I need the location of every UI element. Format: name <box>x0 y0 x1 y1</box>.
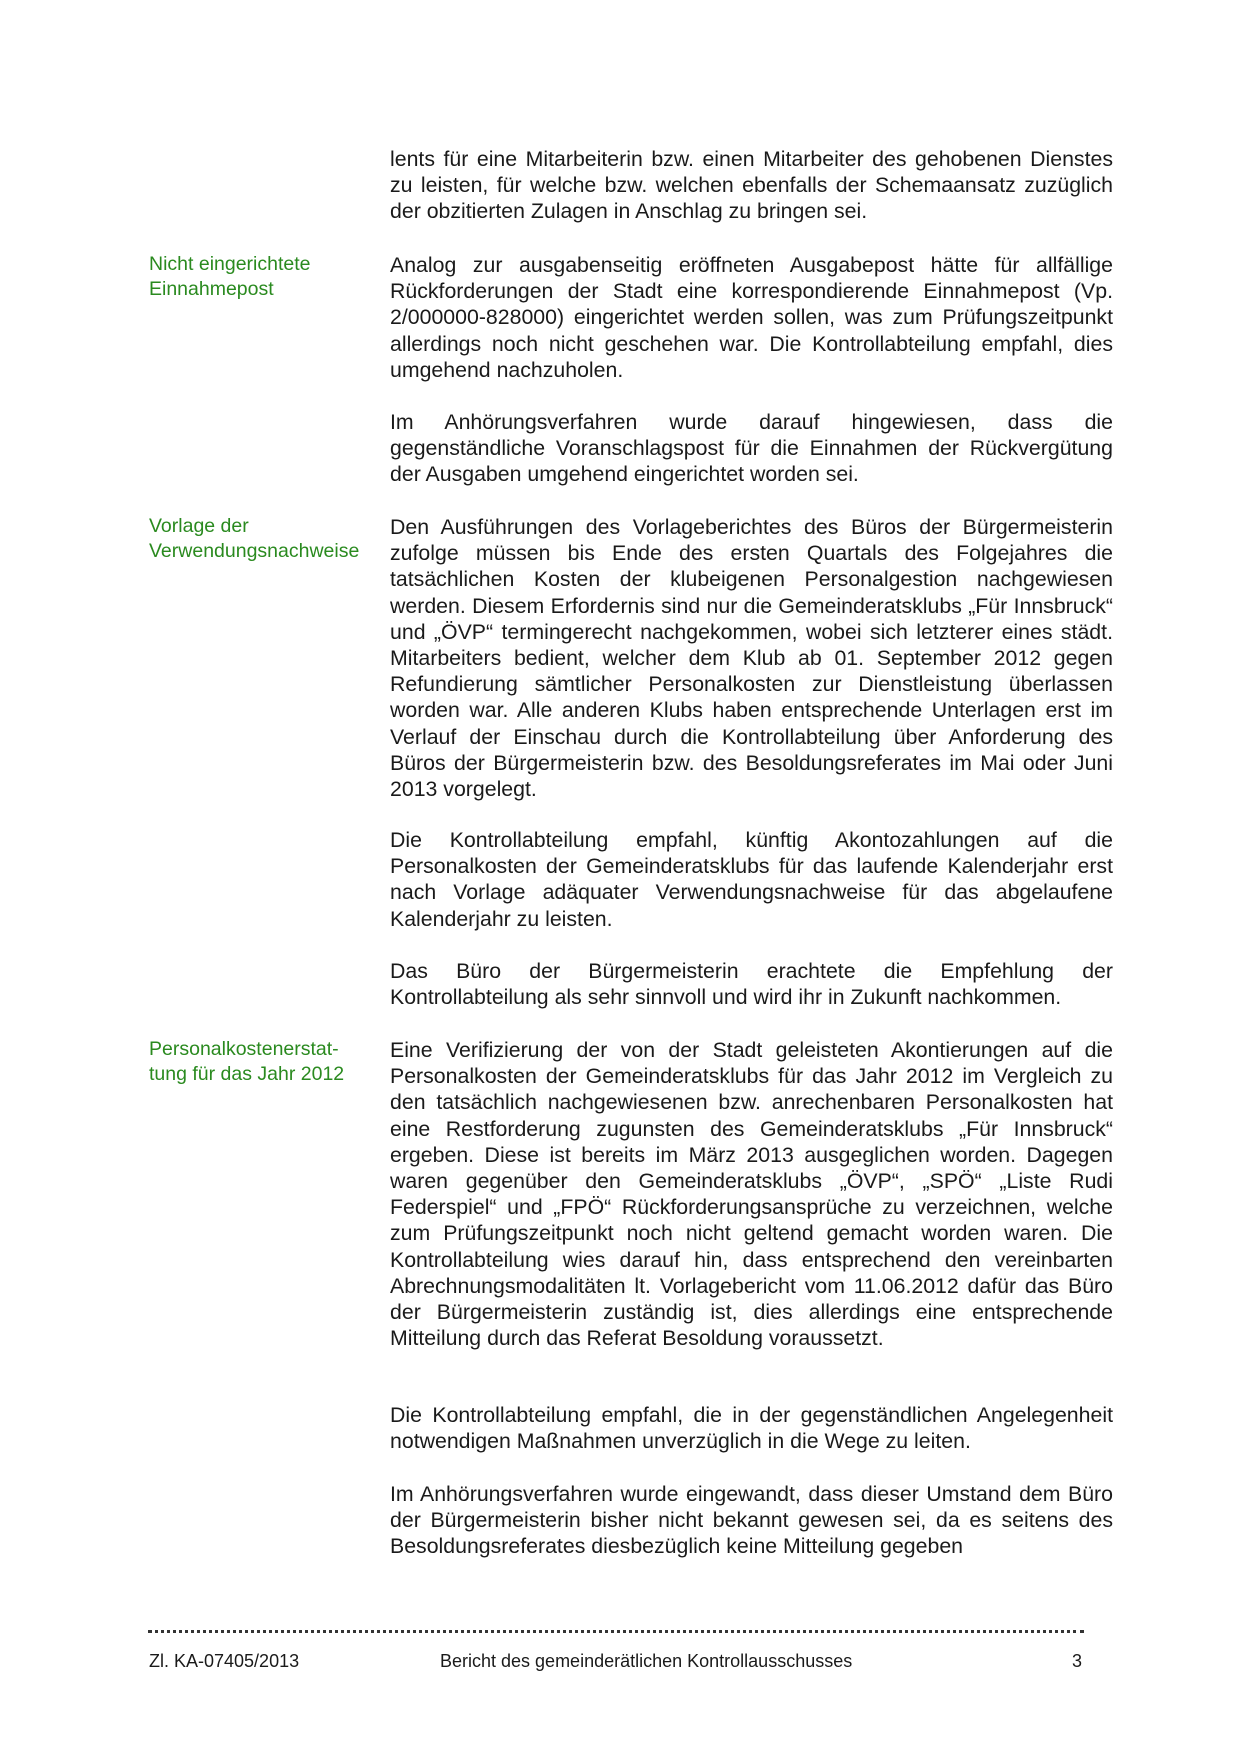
body-paragraph <box>390 514 1113 802</box>
body-paragraph <box>390 409 1113 488</box>
side-note-line: Nicht eingerichtete <box>149 253 311 275</box>
footer-reference: Zl. KA-07405/2013 <box>149 1651 300 1671</box>
body-paragraph <box>390 146 1113 225</box>
body-paragraph <box>390 827 1113 932</box>
body-paragraph <box>390 252 1113 383</box>
body-paragraph <box>390 1402 1113 1454</box>
side-note-nicht-eingerichtete-einnahmepost <box>149 252 389 301</box>
body-paragraph <box>390 1037 1113 1351</box>
paragraph-text: Das Büro der Bürgermeisterin erachtete die Empfehlung der Kontrollabteilung als sehr sinnvoll und wird ihr in Zukunft nachkommen. <box>390 959 1113 1010</box>
footer-title: Bericht des gemeinderätlichen Kontrollausschusses <box>440 1651 853 1671</box>
side-note-line: Vorlage der <box>149 515 249 537</box>
paragraph-text: Die Kontrollabteilung empfahl, künftig Akontozahlungen auf die Personalkosten der Gemeinderatsklubs für das laufende Kalenderjahr erst nach Vorlage adäquater Verwendungsnachweise für das abgelaufene Kalenderjahr zu leisten. <box>390 828 1113 931</box>
paragraph-text: lents für eine Mitarbeiterin bzw. einen Mitarbeiter des gehobenen Dienstes zu leisten, für welche bzw. welchen ebenfalls der Schemaansatz zuzüglich der obzitierten Zulagen in Anschlag zu bringen sei. <box>390 147 1113 224</box>
footer-page-number: 3 <box>1072 1651 1083 1671</box>
side-note-line: Personalkostenerstat- <box>149 1038 339 1060</box>
side-note-line: Einnahmepost <box>149 277 274 300</box>
paragraph-text: Den Ausführungen des Vorlageberichtes des Büros der Bürgermeisterin zufolge müssen bis Ende des ersten Quartals des Folgejahres die tatsächlichen Kosten der klubeigenen Personalgestion nachgewiesen werden. Diesem Erfordernis sind nur die Gemeinderatsklubs „Für Innsbruck“ und „ÖVP“ termingerecht nachgekommen, wobei sich letzterer eines städt. Mitarbeiters bedient, welcher dem Klub ab 01. September 2012 gegen Refundierung sämtlicher Personalkosten zur Dienstleistung überlassen worden war. Alle anderen Klubs haben entsprechende Unterlagen erst im Verlauf der Einschau durch die Kontrollabteilung über Anforderung des Büros der Bürgermeisterin bzw. des Besoldungsreferates im Mai oder Juni 2013 vorgelegt. <box>390 515 1113 802</box>
paragraph-text: Im Anhörungsverfahren wurde eingewandt, dass dieser Umstand dem Büro der Bürgermeisterin bisher nicht bekannt gewesen sei, da es seitens des Besoldungsreferates diesbezüglich keine Mitteilung gegeben <box>390 1482 1113 1559</box>
paragraph-text: Die Kontrollabteilung empfahl, die in der gegenständlichen Angelegenheit notwendigen Maßnahmen unverzüglich in die Wege zu leiten. <box>390 1403 1113 1454</box>
side-note-personalkostenerstattung-2012 <box>149 1037 389 1086</box>
paragraph-text: Eine Verifizierung der von der Stadt geleisteten Akontierungen auf die Personalkosten der Gemeinderatsklubs für das Jahr 2012 im Vergleich zu den tatsächlich nachgewiesenen bzw. anrechenbaren Personalkosten hat eine Restforderung zugunsten des Gemeinderatsklubs „Für Innsbruck“ ergeben. Diese ist bereits im März 2013 ausgeglichen worden. Dagegen waren gegenüber den Gemeinderatsklubs „ÖVP“, „SPÖ“ „Liste Rudi Federspiel“ und „FPÖ“ Rückforderungsansprüche zu verzeichnen, welche zum Prüfungszeitpunkt noch nicht geltend gemacht worden waren. Die Kontrollabteilung wies darauf hin, dass entsprechend den vereinbarten Abrechnungsmodalitäten lt. Vorlagebericht vom 11.06.2012 dafür das Büro der Bürgermeisterin zuständig ist, dies allerdings eine entsprechende Mitteilung durch das Referat Besoldung voraussetzt. <box>390 1038 1113 1351</box>
body-paragraph <box>390 1481 1113 1560</box>
body-paragraph <box>390 958 1113 1010</box>
footer-dotted-divider <box>148 1630 1084 1633</box>
paragraph-text: Analog zur ausgabenseitig eröffneten Ausgabepost hätte für allfällige Rückforderungen der Stadt eine korrespondierende Einnahmepost (Vp. 2/000000-828000) eingerichtet werden sollen, was zum Prüfungszeitpunkt allerdings noch nicht geschehen war. Die Kontrollabteilung empfahl, dies umgehend nachzuholen. <box>390 253 1113 382</box>
paragraph-text: Im Anhörungsverfahren wurde darauf hingewiesen, dass die gegenständliche Voranschlagspost für die Einnahmen der Rückvergütung der Ausgaben umgehend eingerichtet worden sei. <box>390 410 1113 487</box>
side-note-vorlage-der-verwendungsnachweise <box>149 514 389 563</box>
side-note-line: Verwendungsnachweise <box>149 539 360 562</box>
side-note-line: tung für das Jahr 2012 <box>149 1062 345 1085</box>
